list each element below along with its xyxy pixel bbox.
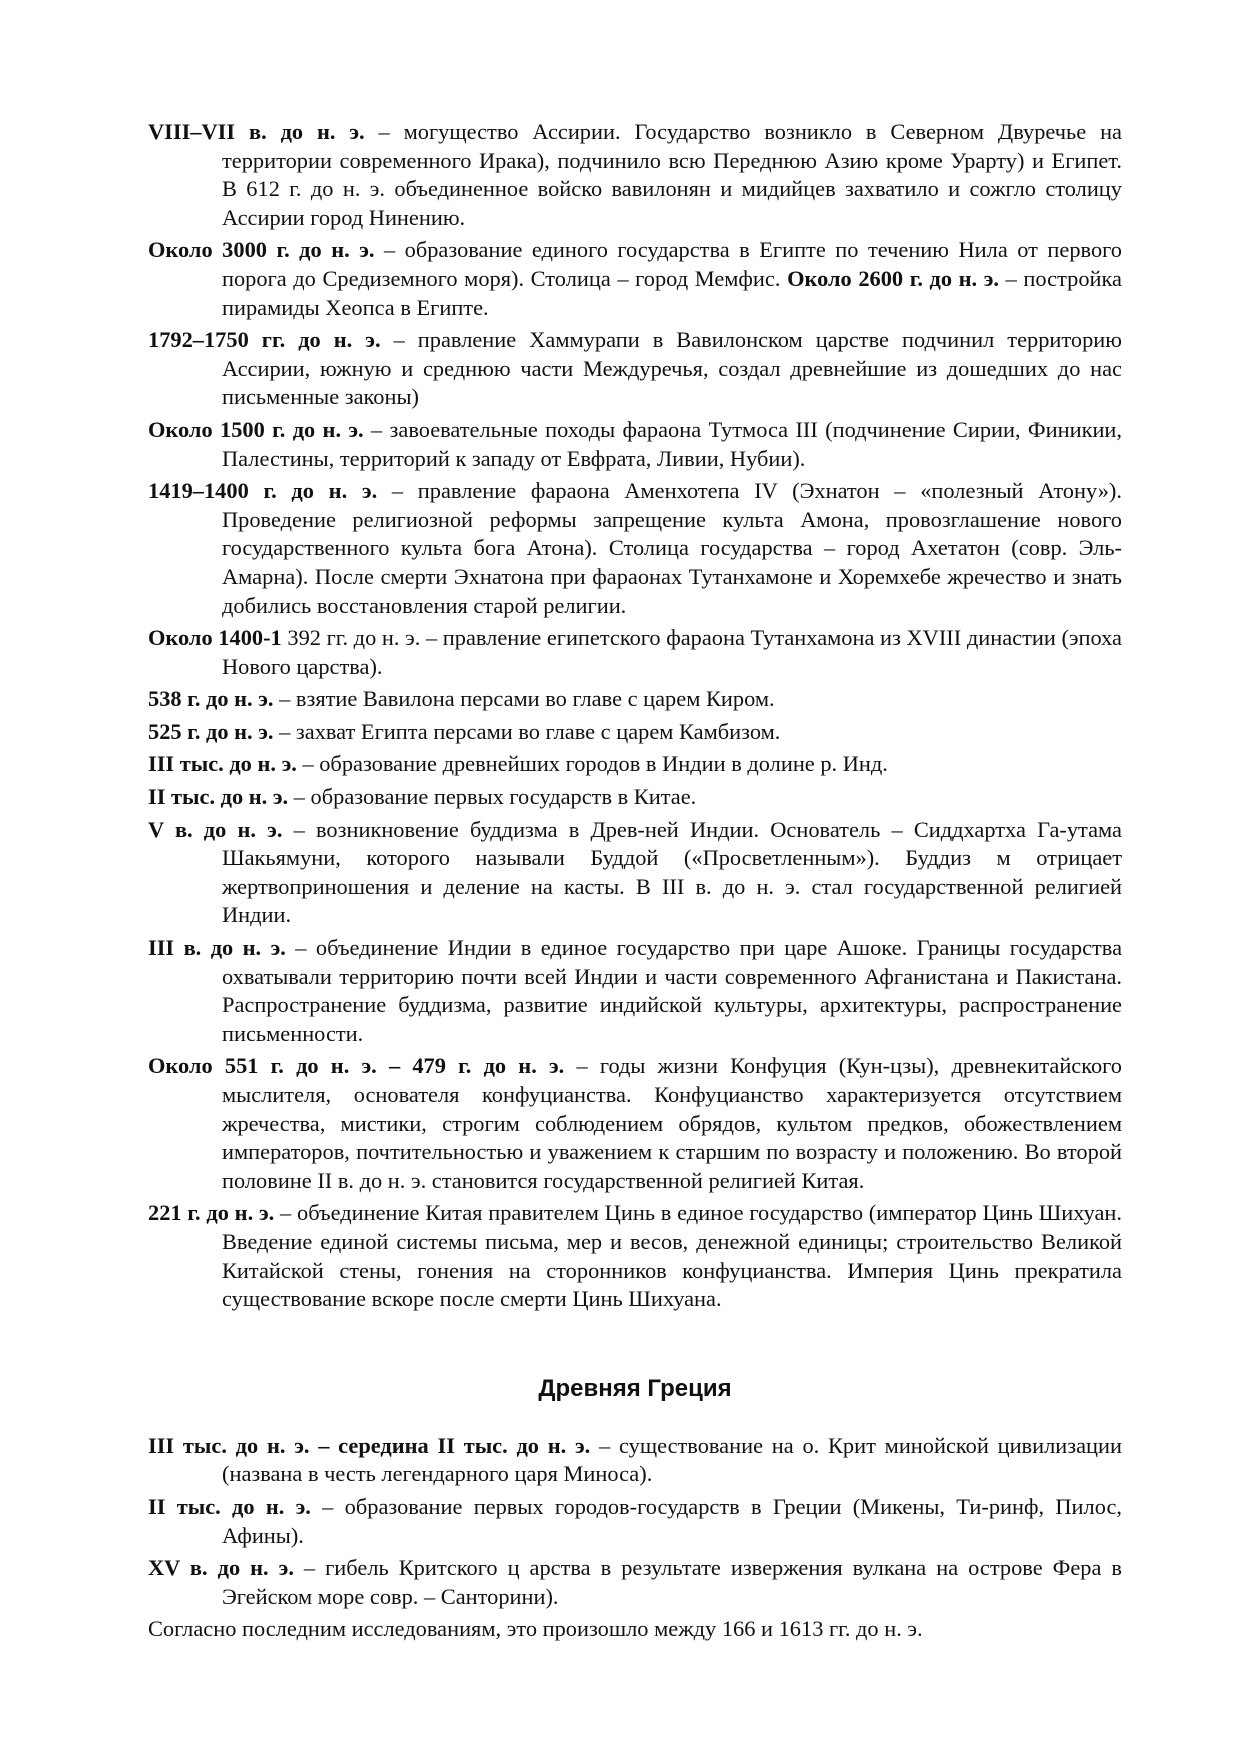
timeline-entry [148, 750, 1122, 779]
entry-date: 221 г. до н. э. [148, 1200, 275, 1226]
closing-paragraph: Согласно последним исследованиям, это произошло между 166 и 1613 гг. до н. э. [148, 1616, 923, 1642]
entry-date: Около 2600 г. до н. э. [787, 265, 1000, 291]
entry-date: Около 3000 г. до н. э. [148, 237, 375, 263]
entry-text: – правление фараона Аменхотепа IV (Эхнатон – «полезный Атону»). Проведение религиозной реформы запрещение культа Амона, провозглашение нового государственного культа бога Атона). Столица государства – город Ахетатон (совр. Эль-Амарна). После смерти Эхнатона при фараонах Тутанхамоне и Хоремхебе жречество и знать добились восстановления старой религии. [222, 478, 1122, 618]
timeline-entry [148, 1432, 1122, 1489]
entry-text: – правление Хаммурапи в Вавилонском царстве подчинил территорию Ассирии, южную и среднюю части Междуречья, создал древнейшие из дошедших до нас письменные законы) [222, 327, 1122, 410]
timeline-entry [148, 1052, 1122, 1195]
timeline-entry [148, 816, 1122, 930]
entry-text: – взятие Вавилона персами во главе с царем Киром. [273, 686, 775, 712]
timeline-entry [148, 236, 1122, 322]
timeline-entry [148, 1199, 1122, 1313]
timeline-entry [148, 326, 1122, 412]
entry-text: – объединение Китая правителем Цинь в единое государство (император Цинь Шихуан. Введение единой системы письма, мер и весов, денежной единицы; строительство Великой Китайской стены, гонения на сторонников конфуцианства. Империя Цинь прекратила существование вскоре после смерти Цинь Шихуана. [222, 1200, 1122, 1312]
entry-date: II тыс. до н. э. [148, 784, 289, 810]
entry-date: 525 г. до н. э. [148, 718, 274, 744]
entry-date: 1792–1750 гг. до н. э. [148, 327, 381, 353]
entry-text: – гибель Критского ц арства в результате извержения вулкана на острове Фера в Эгейском море совр. – Санторини). [222, 1555, 1122, 1609]
timeline-section-2 [148, 1432, 1122, 1644]
entry-date: XV в. до н. э. [148, 1555, 294, 1581]
entry-text: – образование первых городов-государств в Греции (Микены, Ти-ринф, Пилос, Афины). [222, 1493, 1122, 1548]
entry-date: V в. до н. э. [148, 816, 283, 842]
entry-date: III в. до н. э. [148, 935, 286, 961]
timeline-section-1 [148, 118, 1122, 1314]
entry-text: – образование первых государств в Китае. [288, 784, 697, 810]
entry-text: – годы жизни Конфуция (Кун-цзы), древнекитайского мыслителя, основателя конфуцианства. Конфуцианство характеризуется отсутствием жречества, мистики, строгим соблюдением обрядов, культом предков, обожествлением императоров, почтительностью и уважением к старшим по возрасту и положению. Во второй половине II в. до н. э. становится государственной религией Китая. [222, 1053, 1123, 1193]
timeline-entry [148, 1493, 1122, 1550]
entry-date: III тыс. до н. э. – середина II тыс. до н. э. [148, 1432, 591, 1458]
entry-text: – возникновение буддизма в Древ-ней Индии. Основатель – Сиддхартха Га-утама Шакьямуни, которого называли Буддой («Просветленным»). Буддиз м отрицает жертвоприношения и деление на касты. В III в. до н. э. стал государственной религией Индии. [222, 816, 1122, 928]
entry-text: – могущество Ассирии. Государство возникло в Северном Двуречье на территории современного Ирака), подчинило всю Переднюю Азию кроме Урарту) и Египет. В 612 г. до н. э. объединенное войско вавилонян и мидийцев захватило и сожгло столицу Ассирии город Нинению. [222, 119, 1122, 230]
timeline-entry [148, 416, 1122, 473]
timeline-entry [148, 934, 1122, 1048]
entry-text: 392 гг. до н. э. – правление египетского фараона Тутанхамона из XVIII династии (эпоха Нового царства). [222, 625, 1122, 679]
entry-text: – образование древнейших городов в Индии в долине р. Инд. [296, 751, 888, 777]
timeline-entry [148, 783, 1122, 812]
entry-date: 538 г. до н. э. [148, 686, 274, 712]
document-page [148, 118, 1122, 1644]
entry-date: 1419–1400 г. до н. э. [148, 478, 378, 504]
entry-date: Около 1500 г. до н. э. [148, 416, 364, 442]
timeline-entry [148, 624, 1122, 681]
entry-date: II тыс. до н. э. [148, 1493, 311, 1519]
timeline-entry [148, 477, 1122, 620]
entry-date: VIII–VII в. до н. э. [148, 119, 365, 144]
timeline-entry [148, 1554, 1122, 1611]
entry-text: – постройка пирамиды Хеопса в Египте. [222, 265, 1122, 320]
section-heading: Древняя Греция [538, 1374, 732, 1402]
entry-text: – существование на о. Крит минойской цивилизации (названа в честь легендарного царя Миноса). [222, 1432, 1122, 1487]
entry-text: – объединение Индии в единое государство при царе Ашоке. Границы государства охватывали территорию почти всей Индии и части современного Афганистана и Пакистана. Распространение буддизма, развитие индийской культуры, архитектуры, распространение письменности. [222, 935, 1123, 1046]
entry-text: – завоевательные походы фараона Тутмоса III (подчинение Сирии, Финикии, Палестины, территорий к западу от Евфрата, Ливии, Нубии). [222, 416, 1123, 471]
entry-text: – образование единого государства в Египте по течению Нила от первого порога до Средиземного моря). Столица – город Мемфис. [222, 237, 1122, 291]
entry-date: Около 1400-1 [148, 625, 282, 651]
entry-date: III тыс. до н. э. [148, 751, 297, 777]
timeline-entry [148, 685, 1122, 714]
timeline-entry [148, 718, 1122, 747]
entry-text: – захват Египта персами во главе с царем Камбизом. [273, 718, 781, 744]
timeline-entry [148, 118, 1122, 232]
entry-date: Около 551 г. до н. э. – 479 г. до н. э. [148, 1053, 565, 1079]
